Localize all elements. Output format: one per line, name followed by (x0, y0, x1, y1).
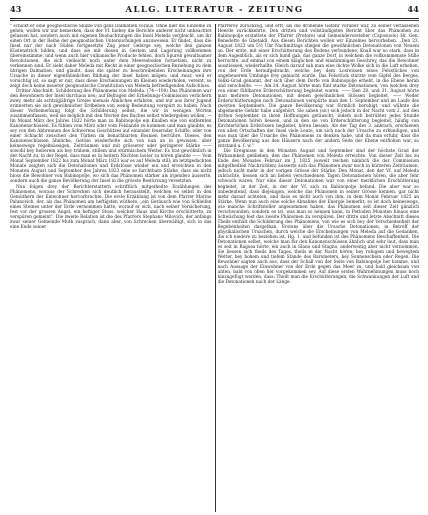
column-divider (215, 24, 216, 512)
right-column (218, 24, 420, 512)
page-number-left: 43 (10, 4, 22, 14)
journal-title: ALLG. LITERATUR - ZEITUNG (125, 5, 304, 15)
paragraph: Die Ereignisse in den Monaten August und September sind der höchste Grad der Wirksamkeit geblieben, den das Phänomen von Meleda erreichte. Von dieser Zeit bis zu Ende des Monates Februar im J. 1825 (soweit reichen nämlich die der Commission mitgetheilten Nachrichten) äusserte sich das Phänomen zwar noch in kürzeren Zeiträumen, jedoch nicht mehr in der vorigen Grösse der Stärke. Den Monat, den der Vf. auf Meleda zubrachte, liessen sich an lieben verschiedenen Tagen Detonationen hören, die aber fehr schwach waren. Nur eine dieser Detonationen war von einer merklichen Erschütterung begleitet, in der Zeit, in der der Vf. sich zu Babinopolje befand. Die aber war so unbedeutend, dass diejenigen, welche das Phänomen in seiner Grösse kennen, gar nicht mehr darauf achteten, und dass es nicht auch von ihm, in dem Monat Februar 1825 an Stärke. Wenn nun auch eine solche Abnahme der Energie bemerkt, so ist doch keineswegs, wie manche Schriftsteller angenommen haben, das Phänomen seit dieser Zeit gänzlich verschwunden, sondern es ist, was man so nennen kann, in Perioden Monaten hinaus eine Schwächung fest das zweite Phänomen zu verspüren. Der dritte und letzte Abschnitt dieses Theils enthält die Schilderung des Phänomens, von wie es sich bey der Verschiedenheit der Begebenheiten dargethan. Erstens über die Ursache Detonationen, in Betreff der physikalischen Ursachen, durch welche die Erscheinungen von Meleda auf die Gedanken, die ich niedere zu beziehen ist, Hg. 1. und befunden ist des Phänomens Beschaffenheit. Die Detonationen selbst, welche man für den Kanonenschüssen ähnlich und sehr laut, dass man es seit in Ragusa hörte, ein auch in Slano und Stagno, anderweitig aber nicht vernommen. Sie liessen sich theils des Tages, theils in der Nacht hören, bey ruhigem und bewegtem Wetter, bey hohem und tiefem Stande des Barometers, bey Sonnenschein oder Regen. Die Bewohner sagten auch aus, dass der Schall von der Seite von Babinopolje her komme, und nach Aussage der Einwohner von der Erde gegen das Meer zu, und bald gleichsam von unten, bald von oben her vorgekommen sey. Auf diese ersten Wahrnehmungen muss noch hinzugefügt werden, dass: Theilt man die Erschütterungen, die Schwankungen der Luft und die Detonationen nach der Länge. (217, 149, 419, 285)
page-number-right: 44 (407, 4, 419, 14)
paragraph: " schickt er eine geognostische Skizze von ganz Dalmatien voraus. Ohne hier ins Einzelne zu gehen, wollen wir nur bemerken, dass der Vf. hiebey die Berichte anderer nicht unbeachtet gelassen hat, sondern auch mit eigenen Beobachtungen die Insel Meleda vergleicht, um ihr einen Ort in der Reihe der geognostischen Untersuchungen anzuweisen. Er findet, dass die Insel nur der nach Süden fortgesetzte Zug jener Gebirge sey, welche den ganzen Küstenstrich bilden, und dass sie mit diesen in Gestein und Lagerung vollkommen übereinstimme, und wenn auch hier vulkanische Producte fehlen, doch Spuren gewaltsamer Revolutionen, die sich vielleicht noch unter dem Meeresboden fortsetzen, nicht zu verkennen sind. Er sieht daher Meleda mit Recht in einer geognostischen Beziehung zu dem übrigen Dalmatien, und glaubt, dass die später zu beschreibenden Erscheinungen ihre Ursache in dieser eigenthümlichen Bildung der Insel haben mögen; und zwar, weil er vorsichtig ist, so sagt er nur, dass diese Erscheinungen im Kleinen wiederholen, vereint, so zeigt doch keine neuerer geognostische Constitution von Meleda befriedigenden Aufschluss. (10, 24, 212, 90)
left-column (10, 24, 212, 512)
paragraph: Pfarrerey zurückzog, und erft, als die drohende Gefahr vorüber war, zu seiner verlassenen Heerde zurückkehrte. Den dritten und vollständigsten Bericht über das Phänomen zu Babinopolje erstattete der Pfarrer (Pretore) und Gemeindevorsteher (Caposuolo) Hr. Gen. Benedetto de Ghetaldi. Aus diesen Berichten wollen wir Einzelnes hervorheben. „Den 23. August 1823 um 5½ Uhr Nachmittags stiegen die gewöhnlichen Detonationen von Neuem an. Der erste, mit einer Erschütterung des Bodens verbundene, Knall war so stark, dass in dem Augenblick, als er sich kund gab, das ganze Dorf, in welchem die vollkommenste Stille herrschte, auf einmal von einem kläglichen und einstimmigen Geschrey, das die Bewohner ausstiessen, wiederhallte. Gleich darauf sah man eine dichte Wolke sich in die Luft erheben, von der Erde heraufgebracht, welche bey dem Losreissen eines Felsstückes von ungeheuerem Umfange frey gemacht wurde. Das Felsstück stürzte vom Gipfel des Berges, Veliki-Grad genannt, der sich über dem Dorfe von Babinopolje erhebt, in die Ebene herab und zerschellte. —— Am 24. August hörte man fünf starke Detonationen, von welchen drey von einer fühlbaren Erderschütterung begleitet waren. —— Den 28. und 31. August hörte man mehrere Detonationen, mit denen gewöhnlichen Stössen begleitet. —— Weder Erderschütterungen noch Detonationen verspürte man den 1. September und im Laufe des zweyten Septembers. Die ganze Bevölkerung war förmlich beruhigt, und wähnte die abgemeinte Gefahr habe aufgehört. Sie sahen (sic) sich jedoch in der Nacht vom 2. auf den dritten September in ihren Hoffnungen getäuscht, indem sich betrübter jedes Stunde Detonationen hören liessen, und in den sie von Erderschütterung begleitet, häufig von fürchterlichen Erdstössen begleitet, hören liessen. Als der Tag des 3. anbrach, erschienen von allen Ortschaften der Insel viele Leute, um sich nach der Ursache zu erkundigen, und was man über die Ursache des Phänomens zu denken habe, und da man erfuhr, dass die ganze Bevölkerung aus den Häusern nach der andern Seite der Ebene entflohen war, so entstand u. f. w.“ (217, 24, 419, 150)
text-columns (10, 24, 419, 512)
header-rule-thin (10, 20, 419, 21)
header-rule (10, 18, 419, 19)
page-header (10, 4, 419, 16)
paragraph: Nun folgen drey der Berichterstattern schriftlich mitgetheilte Erzählungen des Phänomens, woraus der Schrecken sich deutlich herausstellt, welchen es selbst in den Gemüthern der Einwohner hervorbrachte. Die erste Erzählung ist von dem Pfarrer Marino Palunovich, der, als das Phänomen am heftigsten wüthete, „ein Geräusch wie von Schleifen eines Steines unter der Erde vernommen hatte, worauf er sich, nach seiner Versicherung, fest vor der grossen Angst, ein heftiger Stoss, welcher Haus und Kirche erschütterte, zu verspüren gemeint“. Die zweite Relation ist die des Pfarrers Stephano Milovich, der anfangs zwar seiner Gemeinde Muth zusprach, dann aber, von Schrecken überwältigt, sich in das eine Ende seiner (10, 184, 212, 230)
paragraph: Dritter Abschnitt. Schilderung des Phänomens von Meleda. (74—100) Das Phänomen war den Bewohnern der Insel durchaus neu; auf Befragen der Erhebungs-Commission verlichern zwey, mehr als achtzigjährige Greise niemals Ähnliches erfahren, und nur aus ihrer Jugend erinnerten sie sich gewöhnlicher Erdbeben von wenig Bedeutung verspürt zu haben. Nach dieser Vorbemerkung folgt die Schilderung selbst, die wir in wenigen Worten zusammenfassen, weil sie möglich mit den Worten des Buches selbst wiedergeben wollen. — Im Monat März des Jahres 1822 hörte man zu Babinopolje ein Knallen wie von entfernten Kanonenschüssen. Es fühlen vom März oder vom Felslande zu kommen und man glaubte, es sey von den Abbrennen des Schwerens Geschützes auf einander feuernder Schiffe, oder von einer Schlacht zwischen den Türken im benachbarten Bosnien herrühre. Dieses, den Kanonenschüssen ähnliche, Getöse wiederholte sich von nun an in gewissen, aber keineswegs regelmässigen, Zeiträumen und mit grösserer oder geringerer Stärke —— sowohl bey heiterem als bey trübem, stillem und stürmischem Wetter. Es trat gewöhnlich in der Nacht zu, in der Regel, dass man es in heitern Nächten lauter zu hören glaubte —— Vom Monat September 1822 bis zum Monat März 1823 war es auf Meleda still; im letztgedachten Monate zeigten sich die Detonationen und Erdstösse wieder ein und erreichten in den Monaten August und September des Jahres 1823 eine so furchtbare Stärke, dass sie nicht bloss die Bewohner von Babinopolje, wo sich das Phänomen stärker als irgendwo äusserte, sondern auch die ganze Bevölkerung der Insel in die grösste Bestürzung versetzten. (10, 89, 212, 185)
